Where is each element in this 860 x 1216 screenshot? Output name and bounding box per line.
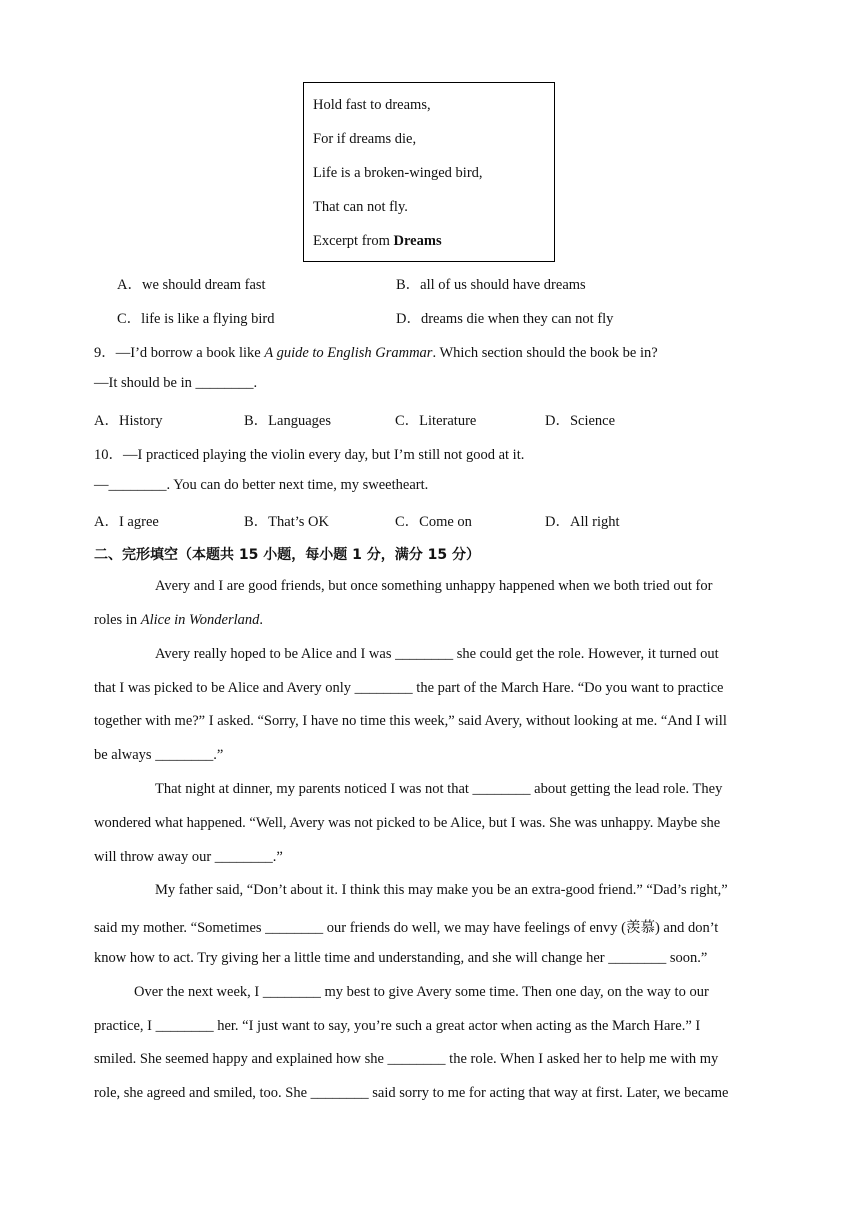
passage-line: be always ________.”	[94, 747, 224, 763]
poem-box	[303, 82, 555, 262]
q10-option-b: B．That’s OK	[244, 514, 329, 530]
passage-line: Avery and I are good friends, but once something unhappy happened when we both tried out for	[155, 578, 713, 594]
poem-line: That can not fly.	[313, 199, 408, 215]
q10-answer-line: —________. You can do better next time, my sweetheart.	[94, 477, 429, 493]
poem-line: For if dreams die,	[313, 131, 417, 147]
poem-source	[313, 233, 442, 250]
q8-option-c: C．life is like a flying bird	[117, 311, 275, 327]
q9-suffix: . Which section should the book be in?	[432, 345, 658, 361]
passage-line: My father said, “Don’t about it. I think this may make you be an extra-good friend.” “Dad’s right,”	[155, 882, 728, 898]
q9-stem	[94, 341, 658, 362]
poem-source-prefix: Excerpt from	[313, 233, 394, 249]
q10-option-d: D．All right	[545, 514, 620, 530]
passage-line: know how to act. Try giving her a little time and understanding, and she will change her ________ soon.”	[94, 950, 708, 966]
passage-title: Alice in Wonderland	[140, 612, 260, 628]
q9-prefix: 9．—I’d borrow a book like	[94, 345, 265, 361]
q9-option-d: D．Science	[545, 413, 616, 429]
passage-line: will throw away our ________.”	[94, 849, 283, 865]
q9-option-b: B．Languages	[244, 413, 331, 429]
passage-line: smiled. She seemed happy and explained how she ________ the role. When I asked her to help me with my	[94, 1051, 719, 1067]
passage-line: practice, I ________ her. “I just want to say, you’re such a great actor when acting as the March Hare.” I	[94, 1018, 701, 1034]
passage-line: That night at dinner, my parents noticed I was not that ________ about getting the lead role. They	[155, 781, 723, 797]
poem-line: Life is a broken-winged bird,	[313, 165, 483, 181]
q8-option-b: B．all of us should have dreams	[396, 277, 586, 293]
passage-line: together with me?” I asked. “Sorry, I have no time this week,” said Avery, without looking at me. “And I will	[94, 713, 727, 729]
passage-line	[94, 612, 263, 629]
passage-line: wondered what happened. “Well, Avery was not picked to be Alice, but I was. She was unhappy. Maybe she	[94, 815, 721, 831]
q9-option-a: A．History	[94, 413, 163, 429]
q9-option-c: C．Literature	[395, 413, 477, 429]
passage-line: that I was picked to be Alice and Avery only ________ the part of the March Hare. “Do you want to practice	[94, 680, 724, 696]
passage-text: roles in	[94, 612, 141, 628]
q8-option-d: D．dreams die when they can not fly	[396, 311, 614, 327]
passage-line: Over the next week, I ________ my best to give Avery some time. Then one day, on the way to our	[134, 984, 709, 1000]
poem-source-title: Dreams	[393, 233, 442, 249]
q10-stem: 10．—I practiced playing the violin every day, but I’m still not good at it.	[94, 447, 525, 463]
q9-book-title: A guide to English Grammar	[264, 345, 433, 361]
passage-line: Avery really hoped to be Alice and I was ________ she could get the role. However, it turned out	[155, 646, 719, 662]
q9-answer-line: —It should be in ________.	[94, 375, 258, 391]
q8-option-a: A．we should dream fast	[117, 277, 266, 293]
q10-option-a: A．I agree	[94, 514, 159, 530]
section-heading: 二、完形填空（本题共 15 小题，每小题 1 分，满分 15 分）	[94, 547, 480, 563]
q10-option-c: C．Come on	[395, 514, 472, 530]
passage-text: .	[259, 612, 264, 628]
passage-line: said my mother. “Sometimes ________ our friends do well, we may have feelings of envy (羡慕) and don’t	[94, 920, 719, 936]
passage-line: role, she agreed and smiled, too. She ________ said sorry to me for acting that way at first. Later, we became	[94, 1085, 729, 1101]
poem-line: Hold fast to dreams,	[313, 97, 431, 113]
